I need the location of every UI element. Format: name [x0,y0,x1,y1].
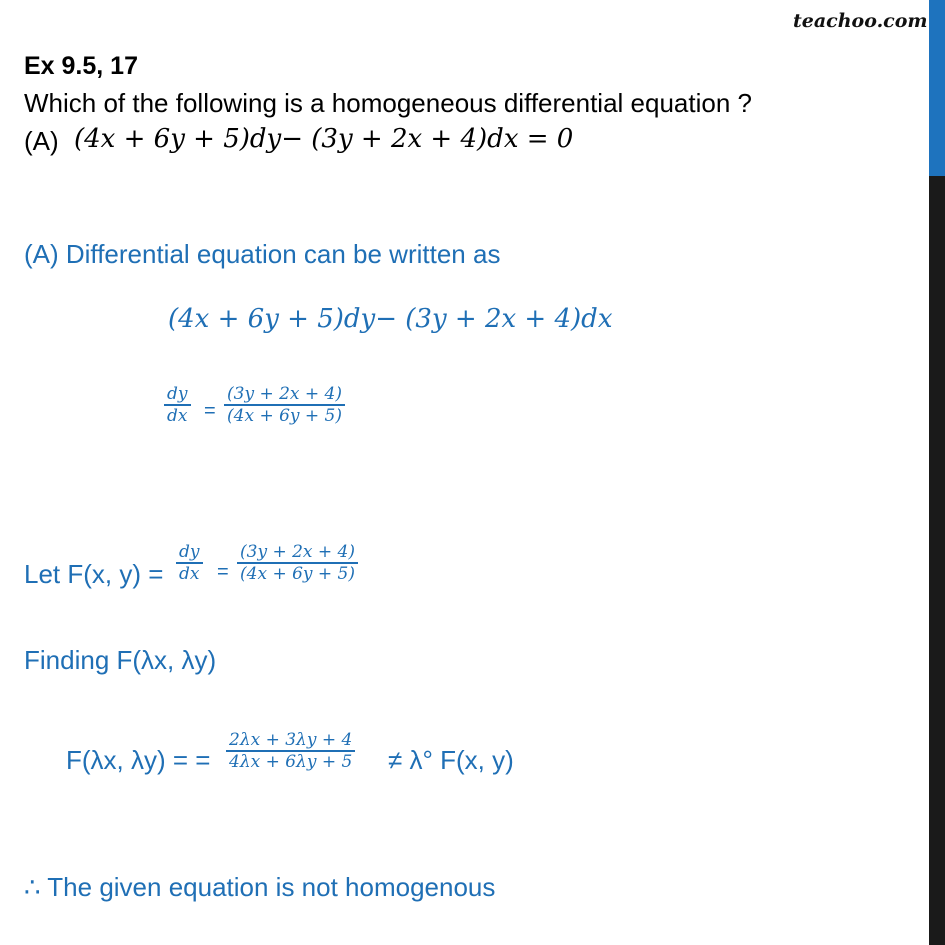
solution-intro: (A) Differential equation can be written as [24,239,501,269]
fraction-denominator: 4λx + 6λy + 5 [229,751,353,772]
fraction-numerator: dy [167,384,188,404]
fraction-denominator: (4x + 6y + 5) [227,405,343,426]
fraction-numerator: dy [179,542,200,562]
fraction-denominator: dx [179,563,200,584]
fraction-denominator: dx [167,405,188,426]
finding-heading: Finding F(λx, λy) [24,645,217,675]
fraction-numerator: 2λx + 3λy + 4 [229,730,353,750]
f-lambda-label: F(λx, λy) = = [66,745,211,775]
fraction-denominator: (4x + 6y + 5) [240,563,356,584]
ratio-fraction [237,542,358,584]
equals-sign: = [217,561,229,583]
dy-dx-fraction [164,384,191,426]
rewritten-equation: (4x + 6y + 5)dy− (3y + 2x + 4)dx [168,304,613,334]
ratio-fraction [224,384,345,426]
fraction-numerator: (3y + 2x + 4) [227,384,343,404]
fraction-numerator: (3y + 2x + 4) [240,542,356,562]
question-text: Which of the following is a homogeneous differential equation ? [24,88,752,118]
conclusion-text: ∴ The given equation is not homogenous [24,872,496,902]
let-f-label: Let F(x, y) = [24,559,164,589]
dy-dx-fraction [176,542,203,584]
option-label: (A) [24,126,59,156]
scrollbar-thumb[interactable] [929,0,945,176]
teachoo-logo: teachoo.com [793,10,928,32]
exercise-title: Ex 9.5, 17 [24,52,138,80]
vertical-scrollbar[interactable] [929,0,945,945]
not-equal-statement: ≠ λ° F(x, y) [388,745,514,775]
equals-sign: = [204,400,216,422]
option-equation: (4x + 6y + 5)dy− (3y + 2x + 4)dx = 0 [74,124,574,154]
lambda-fraction [226,730,355,772]
